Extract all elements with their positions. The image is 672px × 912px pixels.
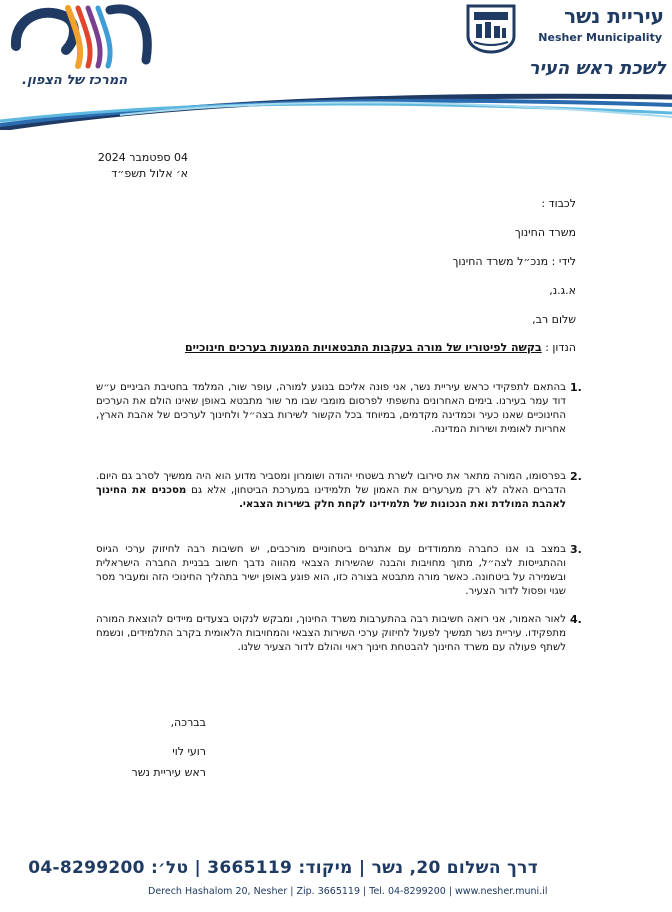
addressee-label: לכבוד :	[541, 197, 576, 210]
item-number: 4.	[570, 613, 582, 626]
greeting: שלום רב,	[532, 313, 576, 326]
header-decorative-waves	[0, 85, 672, 130]
paragraph-3: במצב בו אנו כחברה מתמודדים עם אתגרים ביטחוניים מורכבים, יש חשיבות רבה לחיזוק ערכי הגיוס וההתגייסות לצה״ל, מתוך מחויבות והבנה שהשירות הצבאי מהווה נדבך חשוב בבניית החברה הישראלית ובשמירה על ביטחונה. כאשר מורה מתבטא בצורה כזו, הוא פוגע באופן ישיר בתהליך החינוכי הזה ומעביר מסר שגוי ופסול לדור הצעיר.	[96, 544, 566, 597]
paragraph-4: לאור האמור, אני רואה חשיבות רבה בהתערבות משרד החינוך, ומבקש לנקוט בצעדים מיידים להוצאת המורה מתפקידו. עיריית נשר תמשיך לפעול לחיזוק ערכי השירות הצבאי והמחויבות הלאומית בקרב התלמידים, ונשמח לשתף פעולה עם משרד החינוך להבטחת חינוך ראוי והולם לדור הצעיר שלנו.	[96, 614, 566, 653]
subject-line	[185, 341, 576, 354]
item-number: 2.	[570, 470, 582, 483]
municipality-seal-icon	[464, 2, 518, 54]
paragraph-2	[96, 470, 566, 512]
footer-address-hebrew: דרך השלום 20, נשר | מיקוד: 3665119 | טל׳: 04-8299200	[28, 858, 538, 878]
paragraph-1: בהתאם לתפקידי כראש עיריית נשר, אני פונה אליכם בנוגע למורה, עופר שור, המלמד בחטיבת הביניים ע״ש דוד עמר בעירנו. בימים האחרונים נחשפתי לפרסום מומבי שבו מר שור מתבטא באופן שאינו הולם את הערכים החינוכיים שאנו כעיר וכמדינה מקדמים, במיוחד בכל הקשור לשירות בצה״ל ולחינוך לערכים של אהבת הארץ, אחריות לאומית ושירות המדינה.	[96, 382, 566, 435]
letter-date: 04 ספטמבר 2024	[97, 151, 188, 164]
closing: בברכה,	[170, 716, 206, 729]
item-number: 1.	[570, 381, 582, 394]
item-number: 3.	[570, 543, 582, 556]
footer-address-english: Derech Hashalom 20, Nesher | Zip. 3665119 | Tel. 04-8299200 | www.nesher.muni.il	[148, 886, 548, 897]
paragraph-2-emphasis: מסכנים את החינוך לאהבת המולדת ואת הנכונות של תלמידינו לקחת חלק בשירות הצבאי.	[96, 485, 566, 510]
greeting-formal: א.ג.נ,	[549, 284, 576, 297]
addressee-org: משרד החינוך	[514, 226, 576, 239]
municipality-name-english: Nesher Municipality	[538, 31, 662, 44]
brand-tagline: המרכז של הצפון.	[22, 73, 128, 88]
addressee-attention: לידי : מנכ״ל משרד החינוך	[452, 255, 576, 268]
municipality-name-hebrew: עיריית נשר	[564, 4, 664, 28]
mayor-office-title: לשכת ראש העיר	[528, 58, 666, 79]
subject-label: הנדון :	[545, 341, 576, 354]
signer-title: ראש עיריית נשר	[131, 766, 206, 779]
paragraph-2-text: בפרסומו, המורה מתאר את סירובו לשרת בשטחי יהודה ושומרון ומסביר מדוע הוא היה ממשיך לסרב גם היום. הדברים האלה לא רק מערערים את האמון של תלמידינו במערכת הביטחון, אלא גם	[96, 471, 566, 496]
nesher-brand-logo	[6, 0, 156, 72]
signer-name: רועי לוי	[172, 745, 206, 758]
subject-text: בקשה לפיטוריו של מורה בעקבות התבטאויות המגעות בערכים חינוכיים	[184, 341, 542, 354]
hebrew-date: א׳ אלול תשפ״ד	[111, 167, 188, 180]
